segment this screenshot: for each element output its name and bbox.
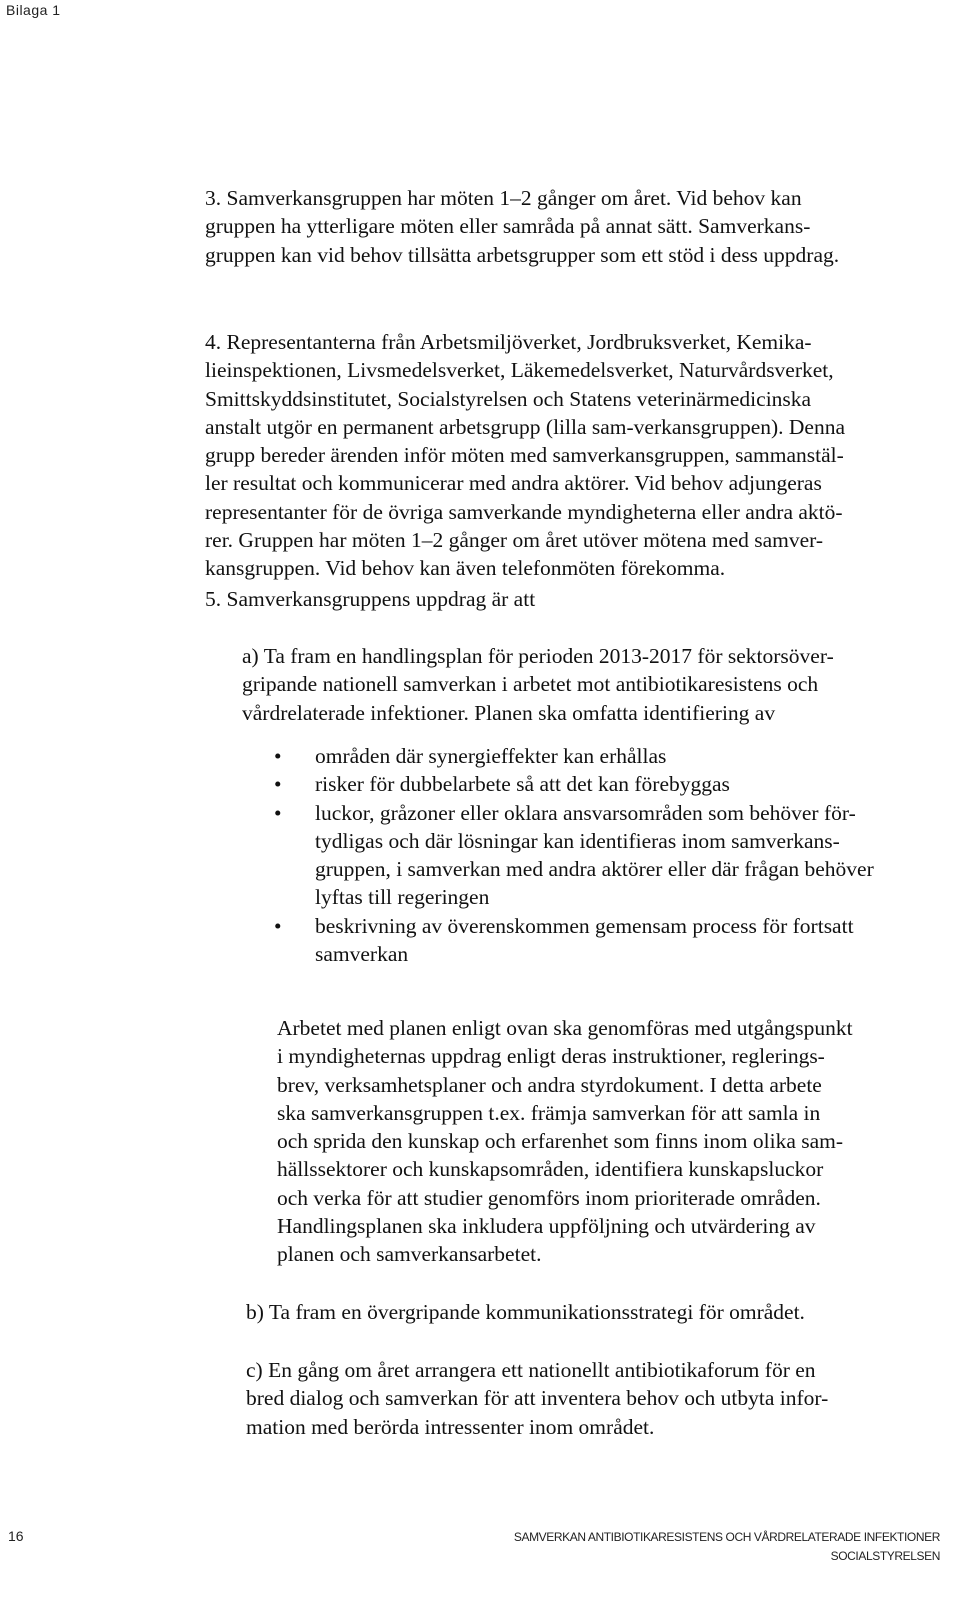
text-line: Smittskyddsinstitutet, Socialstyrelsen och Statens veterinärmedicinska (205, 386, 812, 411)
text-line: områden där synergieffekter kan erhållas (315, 744, 667, 768)
paragraph-item-4 (205, 328, 945, 583)
footer-publisher: SOCIALSTYRELSEN (830, 1549, 940, 1563)
paragraph-item-3 (205, 184, 945, 269)
text-line: luckor, gråzoner eller oklara ansvarsområden som behöver för- (315, 800, 856, 825)
paragraph-plan (277, 1014, 947, 1269)
text-line: hällssektorer och kunskapsområden, identifiera kunskapsluckor (277, 1157, 824, 1182)
text-line: 5. Samverkansgruppens uppdrag är att (205, 587, 536, 611)
text-line: ler resultat och kommunicerar med andra aktörer. Vid behov adjungeras (205, 471, 822, 496)
text-line: och verka för att studier genomförs inom prioriterade områden. (277, 1185, 821, 1210)
text-line: c) En gång om året arrangera ett nationellt antibiotikaforum för en (246, 1358, 816, 1382)
text-line: i myndigheternas uppdrag enligt deras instruktioner, reglerings- (277, 1044, 825, 1069)
bullet-icon: • (274, 772, 282, 797)
bullet-item (265, 742, 945, 770)
text-line: anstalt utgör en permanent arbetsgrupp (lilla sam-verkansgruppen). Denna (205, 414, 846, 439)
text-line: beskrivning av överenskommen gemensam process för fortsatt (315, 913, 854, 938)
bullet-icon: • (274, 913, 282, 938)
text-line: och sprida den kunskap och erfarenhet som finns inom olika sam- (277, 1129, 844, 1154)
bullet-item (265, 770, 945, 798)
bullet-item (265, 799, 945, 912)
text-line: bred dialog och samverkan för att inventera behov och utbyta infor- (246, 1386, 829, 1411)
paragraph-item-b (246, 1298, 946, 1326)
paragraph-item-a (242, 642, 942, 727)
text-line: gruppen, i samverkan med andra aktörer eller där frågan behöver (315, 857, 874, 882)
text-line: vårdrelaterade infektioner. Planen ska omfatta identifiering av (242, 700, 776, 725)
text-line: kansgruppen. Vid behov kan även telefonmöten förekomma. (205, 556, 726, 581)
text-line: rer. Gruppen har möten 1–2 gånger om året utöver mötena med samver- (205, 528, 824, 553)
text-line: risker för dubbelarbete så att det kan förebyggas (315, 772, 730, 797)
attachment-label: Bilaga 1 (6, 2, 61, 18)
page-number: 16 (8, 1528, 24, 1544)
text-line: gruppen kan vid behov tillsätta arbetsgrupper som ett stöd i dess uppdrag. (205, 242, 840, 267)
text-line: b) Ta fram en övergripande kommunikationsstrategi för området. (246, 1300, 805, 1324)
bullet-list (265, 742, 945, 968)
paragraph-item-5 (205, 585, 945, 613)
text-line: brev, verksamhetsplaner och andra styrdokument. I detta arbete (277, 1072, 822, 1097)
bullet-icon: • (274, 800, 282, 825)
text-line: tydligas och där lösningar kan identifieras inom samverkans- (315, 828, 840, 853)
bullet-item (265, 912, 945, 969)
text-line: Handlingsplanen ska inkludera uppföljning och utvärdering av (277, 1214, 816, 1239)
paragraph-item-c (246, 1356, 946, 1441)
bullet-icon: • (274, 744, 282, 768)
text-line: 4. Representanterna från Arbetsmiljöverket, Jordbruksverket, Kemika- (205, 330, 812, 354)
text-line: lieinspektionen, Livsmedelsverket, Läkemedelsverket, Naturvårdsverket, (205, 358, 834, 383)
text-line: gripande nationell samverkan i arbetet mot antibiotikaresistens och (242, 672, 819, 697)
footer-title-line: SAMVERKAN ANTIBIOTIKARESISTENS OCH VÅRDRELATERADE INFEKTIONER (513, 1530, 940, 1544)
text-line: Arbetet med planen enligt ovan ska genomföras med utgångspunkt (277, 1016, 853, 1040)
text-line: samverkan (315, 942, 409, 967)
text-line: 3. Samverkansgruppen har möten 1–2 gånger om året. Vid behov kan (205, 186, 802, 210)
text-line: planen och samverkansarbetet. (277, 1242, 542, 1267)
text-line: gruppen ha ytterligare möten eller samråda på annat sätt. Samverkans- (205, 214, 811, 239)
text-line: grupp bereder ärenden inför möten med samverkansgruppen, sammanstäl- (205, 443, 844, 468)
text-line: lyftas till regeringen (315, 885, 490, 910)
text-line: mation med berörda intressenter inom området. (246, 1414, 655, 1439)
text-line: representanter för de övriga samverkande myndigheterna eller andra aktö- (205, 499, 843, 524)
footer-title (480, 1528, 940, 1566)
text-line: a) Ta fram en handlingsplan för perioden 2013-2017 för sektorsöver- (242, 644, 834, 668)
text-line: ska samverkansgruppen t.ex. främja samverkan för att samla in (277, 1100, 821, 1125)
